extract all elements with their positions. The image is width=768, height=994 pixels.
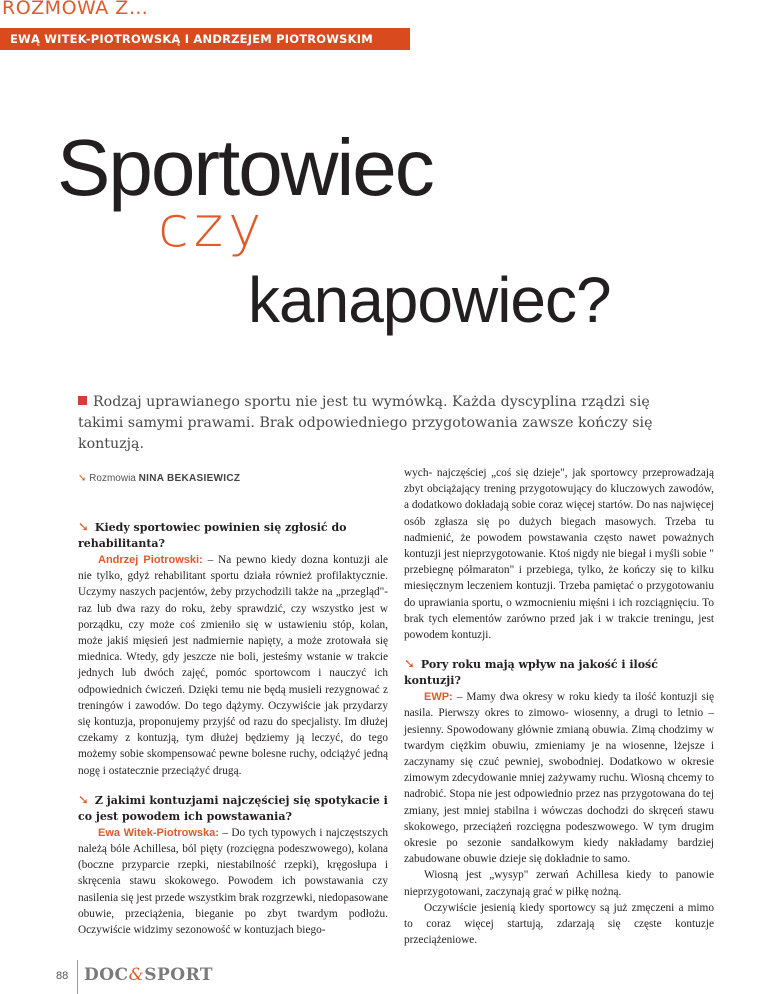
- left-column: [78, 520, 388, 938]
- answer-2-continued: wych- najczęściej „coś się dzieje", jak sportowcy przeprowadzają zbyt obciążający trening przygotowujący do kluczowych zawodów, a dodatkowo dokładają sobie coraz więcej startów. Do nas najwięcej osób zgłasza się po dużych biegach masowych. Trzeba tu nadmienić, że powodem powstawania często nawet poważnych kontuzji jest nieprzygotowanie. Ktoś nigdy nie biegał i myśli sobie " przebiegnę półmaraton" i przebiega, tylko, że kończy się to kilku miesięcznym leczeniem kontuzji. Trzeba pamiętać o przygotowaniu do uprawiania sportu, o wzmocnieniu mięśni i ich rozciągnięciu. To brak tych elementów zarówno przed jak i w trakcie treningu, jest powodem kontuzji.: [404, 467, 714, 642]
- answer-2: [78, 825, 388, 938]
- speaker-label: Ewa Witek-Piotrowska:: [98, 826, 219, 839]
- answer-1: [78, 552, 388, 779]
- answer-2-text: – Do tych typowych i najczęstszych należą bóle Achillesa, ból pięty (rozcięgna podeszwowego), kolana (boczne przyparcie rzepki, niestabilność rzepki), kręgosłupa i skręcenia stawu skokowego. Powodem ich powstawania czy nasilenia się jest przede wszystkim brak rozgrzewki, niedopasowane obuwie, przeciążenia, bieganie po zbyt twardym podłożu. Oczywiście widzimy sezonowość w kontuzjach biego-: [78, 826, 388, 937]
- question-2-text: Z jakimi kontuzjami najczęściej się spotykacie i co jest powodem ich powstawania?: [78, 793, 388, 823]
- speaker-label: Andrzej Piotrowski:: [98, 554, 203, 566]
- arrow-icon: ➘: [404, 657, 415, 673]
- speaker-label: EWP:: [424, 691, 453, 704]
- headline-line-2: czy: [158, 195, 267, 260]
- answer-3-paragraph-3: Oczywiście jesienią kiedy sportowcy są już zmęczeni a mimo to coraz więcej startują, zdarzają się częste kontuzje przeciążeniowe.: [404, 901, 714, 947]
- answer-1-text: – Na pewno kiedy dozna kontuzji ale nie tylko, gdyż rehabilitant sportu działa również profilaktycznie. Uczymy naszych pacjentów, żeby przychodzili także na „przegląd"- raz lub dwa razy do roku, żeby sprawdzić, czy wszystko jest w porządku, czy może coś zmieniło się w ustawieniu stóp, kolan, może jakiś mięsień jest nadmiernie napięty, a może zrotowała się miednica. Wtedy, gdy jeszcze nie boli, jesteśmy wstanie w trakcie jednych lub dwóch zajęć, pomóc sportowcom i nauczyć ich odpowiednich ćwiczeń. Dzięki temu nie będą musieli rezygnować z treningów i zawodów. Do tego dążymy. Oczywiście jak przydarzy się kontuzja, proponujemy przyjść od razu do specjalisty. Im dłużej czekamy z kontuzją, tym dłużej będziemy ją leczyć, do tego możemy sobie skompensować pewne bolesne ruchy, odciążyć jedną nogę i ostatecznie przeciążyć drugą.: [78, 554, 389, 777]
- question-3: [404, 657, 714, 689]
- right-column: [404, 465, 714, 948]
- arrow-icon: ➘: [78, 473, 87, 484]
- byline-author: NINA BEKASIEWICZ: [138, 473, 241, 484]
- lead-text: Rodzaj uprawianego sportu nie jest tu wymówką. Każda dyscyplina rządzi się takimi samymi prawami. Brak odpowiedniego przygotowania zawsze kończy się kontuzją.: [78, 394, 653, 452]
- magazine-logo: DOC&SPORT: [84, 965, 214, 985]
- headline-line-1: Sportowiec: [57, 123, 433, 212]
- article-lead: [78, 392, 698, 455]
- page-number: 88: [56, 970, 69, 982]
- footer-divider: [77, 960, 78, 994]
- lead-square-icon: [78, 396, 87, 405]
- answer-3-text: – Mamy dwa okresy w roku kiedy ta ilość kontuzji się nasila. Pierwszy okres to zimowo- wiosenny, a drugi to letnio – jesienny. Spowodowany głównie zmianą obuwia. Zimą chodzimy w twardym ciężkim obuwiu, zmieniamy je na wiosenne, lżejsze i zaczynamy się czuć pewniej, swobodniej. Dodatkowo w okresie zimowym zdecydowanie mniej zażywamy ruchu. Wiosną chcemy to nadrobić. Stopa nie jest odpowiednio przez nas przygotowana do tej zmiany, jest mniej stabilna i wówczas dochodzi do skręceń stawu skokowego, przeciążeń rozcięgna podeszwowego. W tym drugim okresie po sezonie sandałkowym kiedy nakładamy bardziej zabudowane obuwie dzieje się dokładnie to samo.: [404, 691, 714, 866]
- section-kicker: ROZMOWA Z…: [2, 0, 149, 19]
- interviewee-banner: EWĄ WITEK-PIOTROWSKĄ I ANDRZEJEM PIOTROWSKIM: [0, 28, 410, 50]
- arrow-icon: ➘: [78, 792, 89, 808]
- question-1-text: Kiedy sportowiec powinien się zgłosić do rehabilitanta?: [78, 521, 347, 550]
- page-footer: [0, 960, 300, 994]
- byline: [78, 473, 378, 484]
- question-3-text: Pory roku mają wpływ na jakość i ilość kontuzji?: [404, 658, 658, 688]
- byline-prefix: Rozmowia: [89, 473, 136, 484]
- article-header: [0, 0, 400, 50]
- question-1: [78, 520, 388, 552]
- answer-3: [404, 689, 714, 867]
- arrow-icon: ➘: [78, 520, 89, 535]
- question-2: [78, 793, 388, 825]
- answer-3-paragraph-2: Wiosną jest „wysyp" zerwań Achillesa kiedy to panowie nieprzygotowani, zaczynają grać w piłkę nożną.: [404, 869, 714, 898]
- headline-line-3: kanapowiec?: [248, 264, 611, 336]
